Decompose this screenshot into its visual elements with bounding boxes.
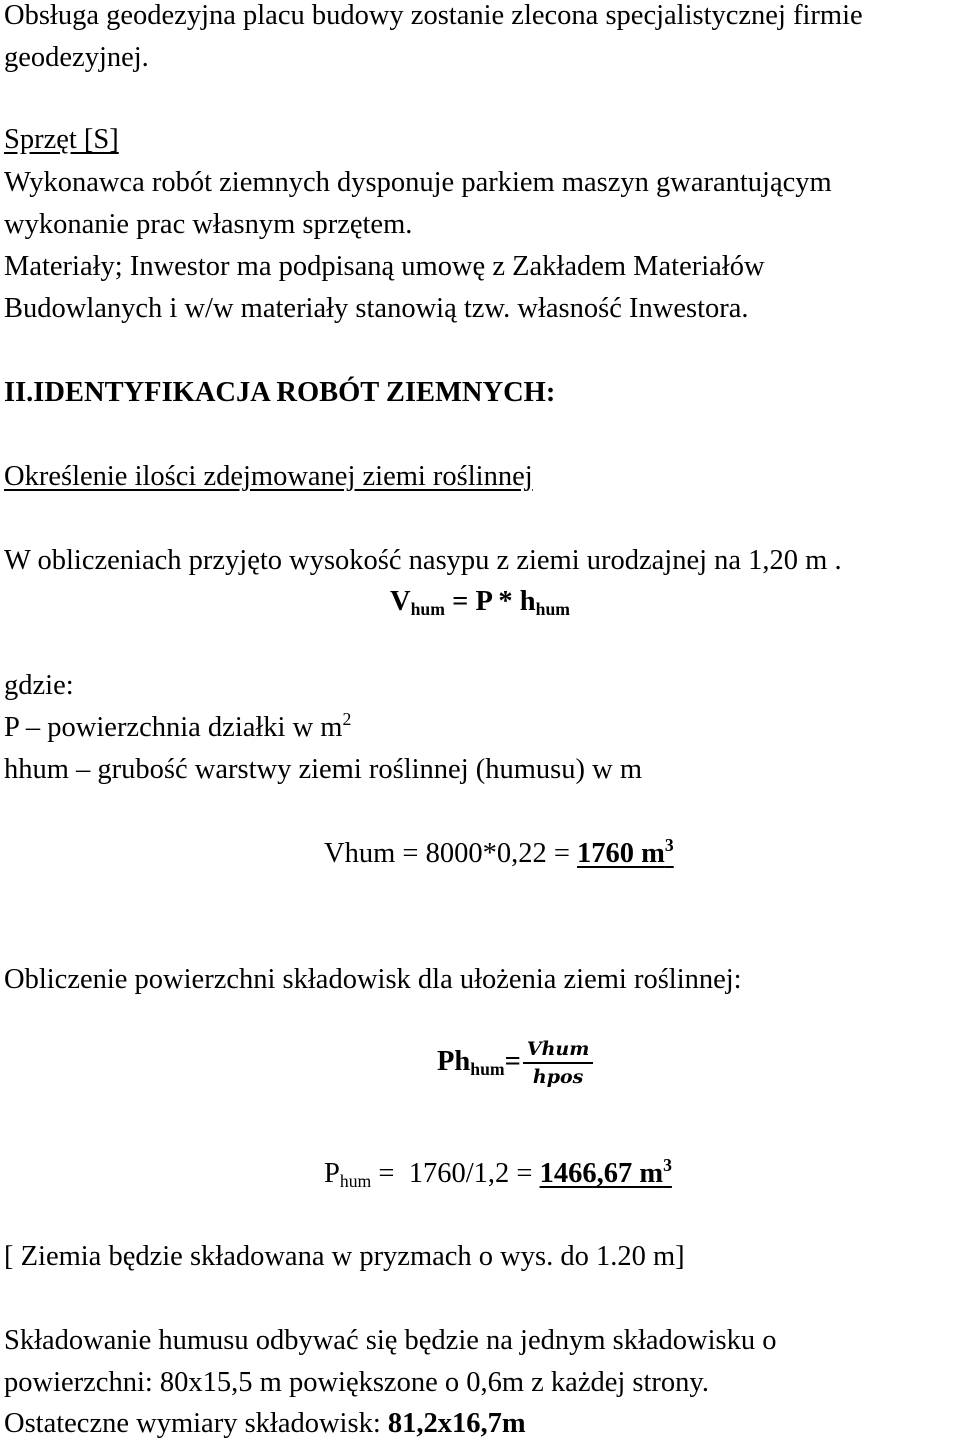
formula-v-subscript: hum <box>410 598 445 619</box>
area-calc-p: P <box>324 1158 340 1189</box>
section-subheading: Określenie ilości zdejmowanej ziemi roślinnej <box>4 461 533 492</box>
materials-line-2: Budowlanych i w/w materiały stanowią tzw. własność Inwestora. <box>4 293 749 324</box>
definition-p-superscript: 2 <box>342 709 352 730</box>
fraction-numerator: Vhum <box>523 1040 593 1064</box>
conclusion-line-2: powierzchni: 80x15,5 m powiększone o 0,6m z każdej strony. <box>4 1367 709 1398</box>
conclusion-line-1: Składowanie humusu odbywać się będzie na jednym składowisku o <box>4 1325 777 1356</box>
area-calc-middle: = 1760/1,2 = <box>371 1158 540 1189</box>
equipment-line-1: Wykonawca robót ziemnych dysponuje parkiem maszyn gwarantującym <box>4 167 832 198</box>
area-formula-lhs: Ph <box>437 1046 471 1078</box>
equipment-heading: Sprzęt [S] <box>4 124 119 155</box>
formula-middle: = P * h <box>444 586 536 617</box>
area-formula <box>437 1040 593 1087</box>
area-formula-fraction <box>523 1040 593 1087</box>
formula-v: V <box>390 586 411 617</box>
final-dimensions-value: 81,2x16,7m <box>387 1408 526 1439</box>
definition-p-text: P – powierzchnia działki w m <box>4 712 343 743</box>
area-calc-result-superscript: 3 <box>663 1155 672 1176</box>
area-calc-p-subscript: hum <box>339 1170 372 1191</box>
storage-heading: Obliczenie powierzchni składowisk dla ułożenia ziemi roślinnej: <box>4 964 742 995</box>
stockpile-note: [ Ziemia będzie składowana w pryzmach o wys. do 1.20 m] <box>4 1241 685 1272</box>
definition-h: hhum – grubość warstwy ziemi roślinnej (humusu) w m <box>4 754 642 785</box>
fraction-denominator: hpos <box>532 1066 584 1088</box>
intro-line-2: geodezyjnej. <box>4 42 149 73</box>
volume-calc-result: 1760 $m^3$ <box>577 835 674 869</box>
area-formula-lhs-subscript: hum <box>470 1058 505 1079</box>
area-formula-equals: = <box>504 1046 521 1078</box>
area-calc-result: 1466,67 $m^3$ <box>539 1155 672 1189</box>
volume-formula <box>0 588 960 617</box>
formula-h-subscript: hum <box>535 598 570 619</box>
materials-line-1: Materiały; Inwestor ma podpisaną umowę z Zakładem Materiałów <box>4 251 765 282</box>
volume-calc-prefix: Vhum = 8000*0,22 = <box>324 838 578 869</box>
intro-line-1: Obsługa geodezyjna placu budowy zostanie zlecona specjalistycznej firmie <box>4 0 863 31</box>
area-calculation <box>324 1155 672 1191</box>
definition-p <box>4 709 352 743</box>
volume-calc-result-superscript: 3 <box>664 835 674 856</box>
final-dimensions-label: Ostateczne wymiary składowisk: <box>4 1408 388 1439</box>
assumption-text: W obliczeniach przyjęto wysokość nasypu z ziemi urodzajnej na 1,20 m . <box>4 545 842 576</box>
where-label: gdzie: <box>4 670 74 701</box>
equipment-line-2: wykonanie prac własnym sprzętem. <box>4 209 413 240</box>
volume-calculation <box>324 835 674 869</box>
conclusion-line-3 <box>4 1410 526 1439</box>
section-heading: II.IDENTYFIKACJA ROBÓT ZIEMNYCH: <box>4 377 556 408</box>
